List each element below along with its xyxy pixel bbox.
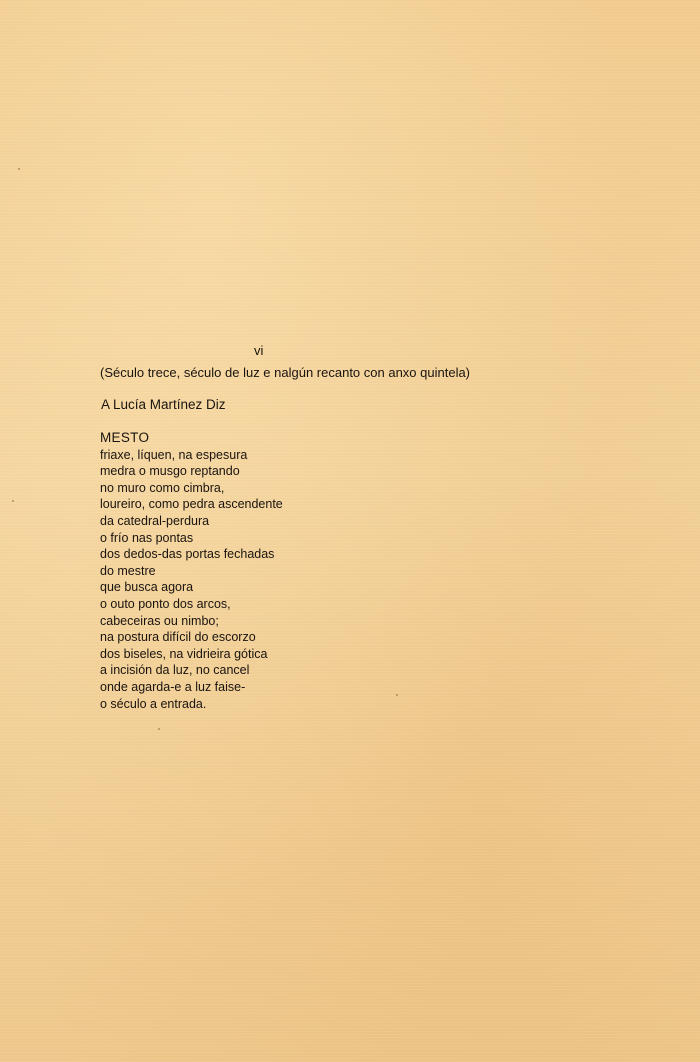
poem-line: no muro como cimbra, <box>100 480 225 495</box>
poem-line: da catedral-perdura <box>100 513 210 528</box>
paper-speck <box>396 694 398 696</box>
paper-speck <box>18 168 20 170</box>
poem-line: o frío nas pontas <box>100 530 194 545</box>
poem-line: o século a entrada. <box>100 696 207 711</box>
poem-line: dos dedos-das portas fechadas <box>100 547 275 562</box>
poem-line: onde agarda-e a luz faise- <box>100 679 246 694</box>
poem-subtitle: (Século trece, século de luz e nalgún recanto con anxo quintela) <box>100 365 471 380</box>
poem-line: do mestre <box>100 563 156 578</box>
poem-dedication: A Lucía Martínez Diz <box>101 397 226 412</box>
poem-line: a incisión da luz, no cancel <box>100 663 250 678</box>
poem-line: na postura difícil do escorzo <box>100 630 256 645</box>
poem-body <box>100 430 283 712</box>
poem-line: cabeceiras ou nimbo; <box>100 613 219 628</box>
poem-line: o outo ponto dos arcos, <box>100 596 231 611</box>
poem-line: friaxe, líquen, na espesura <box>100 447 248 462</box>
paper-speck <box>12 500 14 502</box>
poem-line: loureiro, como pedra ascendente <box>100 497 283 512</box>
poem-line: que busca agora <box>100 580 194 595</box>
poem-title: MESTO <box>100 430 150 445</box>
poem-line: dos biseles, na vidrieira gótica <box>100 646 268 661</box>
paper-speck <box>158 728 160 730</box>
poem-line: medra o musgo reptando <box>100 464 240 479</box>
section-number: vi <box>254 343 264 358</box>
